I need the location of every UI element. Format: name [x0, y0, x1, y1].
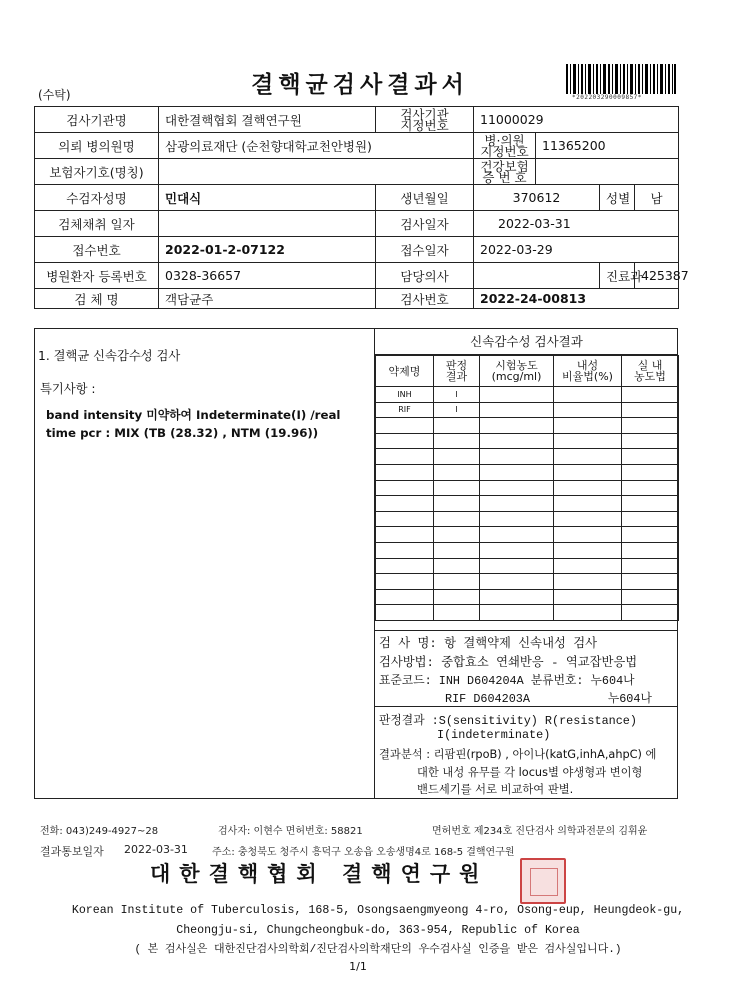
agency-code-value: 11000029	[474, 107, 679, 133]
empty-cell	[622, 542, 679, 558]
test-date-value: 2022-03-31	[474, 211, 679, 237]
empty-cell	[480, 605, 554, 621]
empty-cell	[434, 418, 480, 434]
empty-cell	[554, 542, 622, 558]
empty-cell	[376, 511, 434, 527]
page-number: 1/1	[349, 960, 367, 973]
accept-no-value: 2022-01-2-07122	[159, 237, 376, 263]
document-title: 결핵균검사결과서	[251, 72, 469, 98]
institute-address-en-2: Cheongju-si, Chungcheongbuk-do, 363-954, Republic of Korea	[176, 924, 580, 937]
table-row	[376, 402, 679, 418]
barcode	[566, 64, 676, 94]
institute-address-en-1: Korean Institute of Tuberculosis, 168-5, Osongsaengmyeong 4-ro, Osong-eup, Heungdeok-gu,	[71, 904, 685, 917]
remarks-label: 특기사항 :	[40, 382, 96, 396]
test-no-value: 2022-24-00813	[474, 289, 679, 309]
empty-cell	[480, 418, 554, 434]
empty-cell	[434, 527, 480, 543]
empty-cell	[376, 449, 434, 465]
empty-cell	[554, 496, 622, 512]
remarks-line-2: time pcr : MIX (TB (28.32) , NTM (19.96))	[46, 426, 319, 440]
empty-cell	[376, 433, 434, 449]
analysis-line-1: 결과분석 : 리팜핀(rpoB) , 아이나(katG,inhA,ahpC) 에	[379, 748, 657, 761]
empty-cell	[434, 574, 480, 590]
reg-no-label: 병원환자 등록번호	[35, 263, 159, 289]
table-row	[376, 496, 679, 512]
sex-value: 남	[635, 185, 679, 211]
standard-code-1: 표준코드: INH D604204A 분류번호: 누604나	[379, 674, 635, 688]
empty-cell	[622, 433, 679, 449]
patient-value: 민대식	[159, 185, 376, 211]
official-seal	[520, 858, 566, 904]
sens-header-result: 판정 결과	[434, 356, 480, 387]
empty-cell	[554, 433, 622, 449]
table-row	[376, 511, 679, 527]
drug-name: INH	[376, 387, 434, 403]
empty-cell	[554, 480, 622, 496]
accept-date-label: 접수일자	[376, 237, 474, 263]
empty-cell	[480, 542, 554, 558]
insurer-label: 보험자기호(명칭)	[35, 159, 159, 185]
table-row	[376, 605, 679, 621]
empty-cell	[622, 527, 679, 543]
specimen-label: 검 체 명	[35, 289, 159, 309]
empty-cell	[480, 464, 554, 480]
sens-header-room: 실 내 농도법	[622, 356, 679, 387]
accept-date-value: 2022-03-29	[474, 237, 679, 263]
table-row	[376, 527, 679, 543]
empty-cell	[554, 558, 622, 574]
empty-cell	[376, 605, 434, 621]
test-item: 1. 결핵균 신속감수성 검사	[38, 349, 181, 363]
test-name: 검 사 명: 항 결핵약제 신속내성 검사	[379, 637, 597, 651]
empty-cell	[376, 527, 434, 543]
method-panel	[375, 630, 678, 799]
insurer-value	[159, 159, 474, 185]
standard-code-2: RIF D604203A 누604나	[445, 692, 652, 706]
empty-cell	[554, 511, 622, 527]
empty-cell	[622, 418, 679, 434]
empty-cell	[622, 589, 679, 605]
empty-cell	[376, 464, 434, 480]
table-row	[376, 464, 679, 480]
drug-name: RIF	[376, 402, 434, 418]
agency-label: 검사기관명	[35, 107, 159, 133]
agency-value: 대한결핵협회 결핵연구원	[159, 107, 376, 133]
agency-code-label: 검사기관 지정번호	[376, 107, 474, 133]
empty-cell	[480, 480, 554, 496]
accept-no-label: 접수번호	[35, 237, 159, 263]
empty-cell	[480, 574, 554, 590]
empty-cell	[622, 558, 679, 574]
license: 면허번호 제234호 진단검사 의학과전문의 김휘윤	[432, 826, 648, 837]
sens-title: 신속감수성 검사결과	[375, 328, 678, 355]
analysis-line-2: 대한 내성 유무를 각 locus별 야생형과 변이형	[417, 766, 643, 779]
table-row	[376, 480, 679, 496]
result-left-panel	[34, 328, 375, 799]
empty-cell	[376, 418, 434, 434]
hospital-label: 의뢰 병의원명	[35, 133, 159, 159]
empty-cell	[434, 496, 480, 512]
sensitivity-table	[375, 355, 679, 621]
empty-cell	[480, 496, 554, 512]
empty-cell	[480, 527, 554, 543]
empty-cell	[622, 511, 679, 527]
empty-cell	[622, 605, 679, 621]
address: 주소: 충청북도 청주시 흥덕구 오송읍 오송생명4로 168-5 결핵연구원	[212, 847, 515, 858]
empty-cell	[554, 605, 622, 621]
empty-cell	[622, 480, 679, 496]
table-row	[376, 433, 679, 449]
clinic-code-value: 11365200	[536, 133, 679, 159]
institute-name-ko: 대한결핵협회 결핵연구원	[150, 862, 489, 886]
notice-label: 결과통보일자	[40, 845, 104, 858]
empty-cell	[480, 511, 554, 527]
empty-cell	[554, 449, 622, 465]
sens-header-drug: 약제명	[376, 356, 434, 387]
table-row	[376, 589, 679, 605]
empty-cell	[480, 433, 554, 449]
info-table	[34, 106, 689, 309]
empty-cell	[554, 527, 622, 543]
remarks-line-1: band intensity 미약하여 Indeterminate(I) /real	[46, 408, 341, 422]
birth-label: 생년월일	[376, 185, 474, 211]
dept-value: 425387	[635, 263, 679, 289]
reg-no-value: 0328-36657	[159, 263, 376, 289]
empty-cell	[622, 449, 679, 465]
empty-cell	[480, 449, 554, 465]
empty-cell	[376, 542, 434, 558]
empty-cell	[622, 464, 679, 480]
certification-note: ( 본 검사실은 대한진단검사의학회/진단검사의학재단의 우수검사실 인증을 받은 검사실입니다.)	[134, 944, 622, 956]
empty-cell	[376, 496, 434, 512]
table-row	[376, 418, 679, 434]
empty-cell	[376, 480, 434, 496]
hospital-value: 삼광의료재단 (순천향대학교천안병원)	[159, 133, 474, 159]
empty-cell	[480, 558, 554, 574]
dept-label: 진료과	[600, 263, 635, 289]
patient-label: 수검자성명	[35, 185, 159, 211]
empty-cell	[434, 558, 480, 574]
doctor-value	[474, 263, 600, 289]
empty-cell	[376, 589, 434, 605]
health-ins-value	[536, 159, 679, 185]
empty-cell	[434, 605, 480, 621]
empty-cell	[434, 589, 480, 605]
table-row	[376, 449, 679, 465]
table-row	[376, 387, 679, 403]
sens-header-conc: 시험농도 (mcg/ml)	[480, 356, 554, 387]
empty-cell	[434, 464, 480, 480]
receipt-label: (수탁)	[38, 88, 71, 102]
empty-cell	[554, 589, 622, 605]
sens-header-ratio: 내성 비율법(%)	[554, 356, 622, 387]
empty-cell	[554, 574, 622, 590]
phone: 전화: 043)249-4927~28	[40, 826, 159, 837]
clinic-code-label: 병·의원 지정번호	[474, 133, 536, 159]
collect-value	[159, 211, 376, 237]
empty-cell	[434, 449, 480, 465]
empty-cell	[480, 589, 554, 605]
table-row	[376, 574, 679, 590]
judge-result-1: 판정결과 :S(sensitivity) R(resistance)	[379, 714, 637, 728]
health-ins-label: 건강보험 증 번 호	[474, 159, 536, 185]
table-row	[376, 558, 679, 574]
empty-cell	[554, 418, 622, 434]
empty-cell	[376, 574, 434, 590]
empty-cell	[434, 433, 480, 449]
notice-date: 2022-03-31	[124, 843, 188, 856]
empty-cell	[622, 496, 679, 512]
test-method: 검사방법: 중합효소 연쇄반응 - 역교잡반응법	[379, 656, 638, 670]
empty-cell	[434, 511, 480, 527]
analysis-line-3: 밴드세기를 서로 비교하여 판별.	[417, 783, 574, 796]
sex-label: 성별	[600, 185, 635, 211]
test-date-label: 검사일자	[376, 211, 474, 237]
specimen-value: 객담균주	[159, 289, 376, 309]
empty-cell	[622, 574, 679, 590]
empty-cell	[376, 558, 434, 574]
birth-value: 370612	[474, 185, 600, 211]
judge-result-2: I(indeterminate)	[437, 728, 551, 742]
doctor-label: 담당의사	[376, 263, 474, 289]
test-no-label: 검사번호	[376, 289, 474, 309]
empty-cell	[434, 542, 480, 558]
empty-cell	[434, 480, 480, 496]
drug-result: I	[434, 387, 480, 403]
table-row	[376, 542, 679, 558]
collect-label: 검체채취 일자	[35, 211, 159, 237]
divider	[375, 706, 678, 707]
examiner: 검사자: 이현수 면허번호: 58821	[218, 826, 363, 837]
drug-result: I	[434, 402, 480, 418]
barcode-number: *202203290009857*	[572, 94, 642, 101]
empty-cell	[554, 464, 622, 480]
